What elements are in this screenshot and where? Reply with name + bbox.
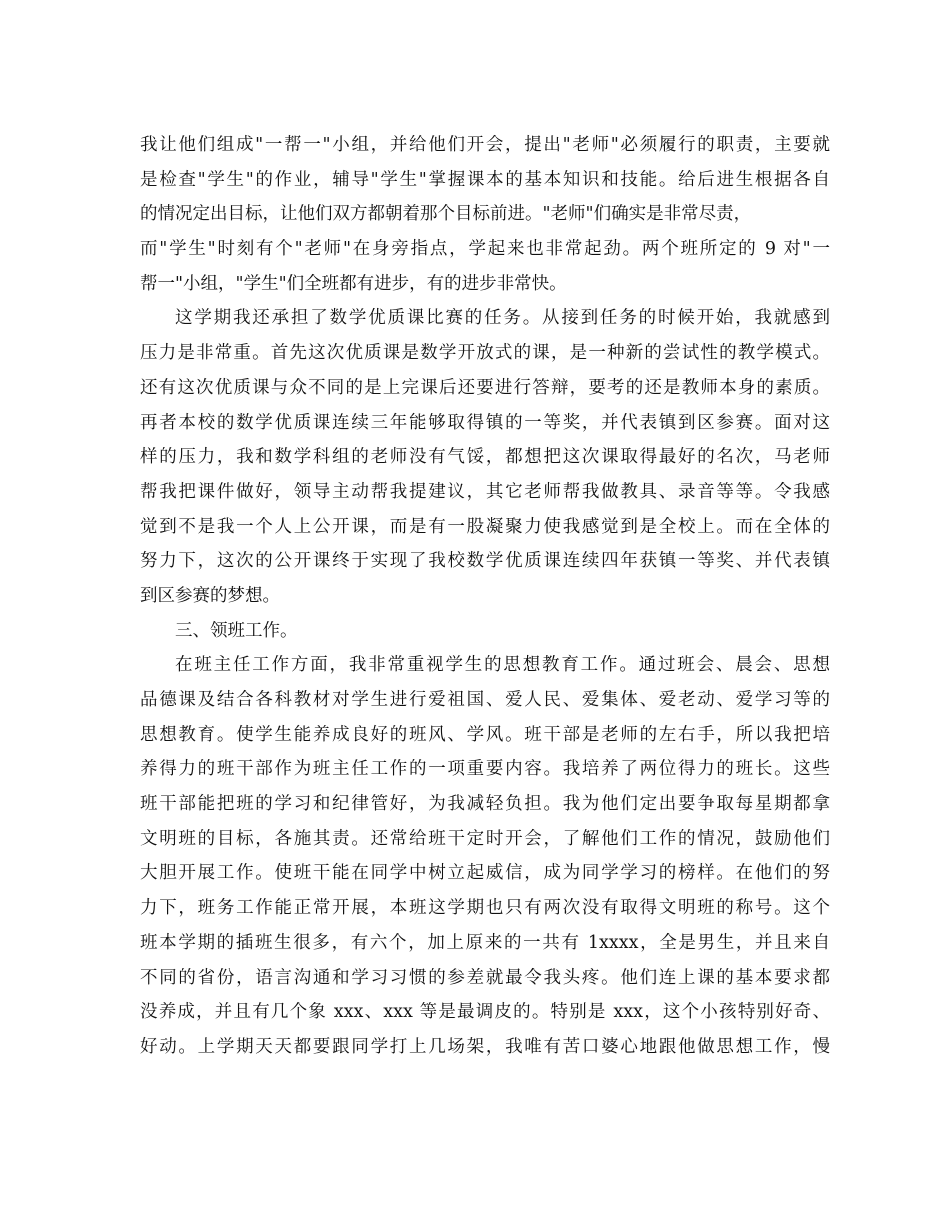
text-line: 我让他们组成"一帮一"小组，并给他们开会，提出"老师"必须履行的职责，主要就 — [140, 135, 830, 155]
text-line: 努力下，这次的公开课终于实现了我校数学优质课连续四年获镇一等奖、并代表镇 — [140, 551, 830, 572]
text-line: 再者本校的数学优质课连续三年能够取得镇的一等奖，并代表镇到区参赛。面对这 — [140, 412, 830, 433]
text-line: 而"学生"时刻有个"老师"在身旁指点，学起来也非常起劲。两个班所定的 9 对"一 — [140, 239, 830, 260]
text-line: 文明班的目标，各施其责。还常给班干定时开会，了解他们工作的情况，鼓励他们 — [140, 828, 830, 849]
text-line: 养得力的班干部作为班主任工作的一项重要内容。我培养了两位得力的班长。这些 — [140, 759, 830, 780]
text-line: 力下，班务工作能正常开展，本班这学期也只有两次没有取得文明班的称号。这个 — [140, 898, 830, 919]
text-line: 帮一"小组，"学生"们全班都有进步，有的进步非常快。 — [140, 273, 567, 294]
text-line: 班本学期的插班生很多，有六个，加上原来的一共有 1xxxx，全是男生，并且来自 — [140, 932, 830, 953]
text-line: 样的压力，我和数学科组的老师没有气馁，都想把这次课取得最好的名次，马老师 — [140, 447, 830, 468]
text-line: 觉到不是我一个人上公开课，而是有一股凝聚力使我感觉到是全校上。而在全体的 — [140, 516, 830, 537]
text-line: 到区参赛的梦想。 — [140, 585, 280, 606]
text-line: 三、领班工作。 — [175, 620, 298, 641]
text-line: 的情况定出目标，让他们双方都朝着那个目标前进。"老师"们确实是非常尽责， — [140, 204, 752, 225]
text-line: 品德课及结合各科教材对学生进行爱祖国、爱人民、爱集体、爱老动、爱学习等的 — [140, 690, 830, 710]
document-body — [140, 128, 830, 1065]
text-line: 思想教育。使学生能养成良好的班风、学风。班干部是老师的左右手，所以我把培 — [140, 724, 830, 745]
text-line: 是检查"学生"的作业，辅导"学生"掌握课本的基本知识和技能。给后进生根据各自 — [140, 169, 830, 190]
text-line: 压力是非常重。首先这次优质课是数学开放式的课，是一种新的尝试性的教学模式。 — [140, 343, 830, 364]
text-line: 班干部能把班的学习和纪律管好，为我减轻负担。我为他们定出要争取每星期都拿 — [140, 794, 830, 815]
text-line: 大胆开展工作。使班干能在同学中树立起威信，成为同学学习的榜样。在他们的努 — [140, 863, 830, 884]
text-line: 在班主任工作方面，我非常重视学生的思想教育工作。通过班会、晨会、思想 — [175, 655, 830, 676]
text-line: 这学期我还承担了数学优质课比赛的任务。从接到任务的时候开始，我就感到 — [175, 308, 830, 329]
text-line: 不同的省份，语言沟通和学习习惯的参差就最令我头疼。他们连上课的基本要求都 — [140, 967, 830, 988]
text-line: 还有这次优质课与众不同的是上完课后还要进行答辩，要考的还是教师本身的素质。 — [140, 377, 830, 398]
text-line: 没养成，并且有几个象 xxx、xxx 等是最调皮的。特别是 xxx，这个小孩特别好奇、 — [140, 1002, 830, 1023]
text-line: 帮我把课件做好，领导主动帮我提建议，其它老师帮我做教具、录音等等。令我感 — [140, 481, 830, 502]
text-line: 好动。上学期天天都要跟同学打上几场架，我唯有苦口婆心地跟他做思想工作，慢 — [140, 1036, 830, 1057]
